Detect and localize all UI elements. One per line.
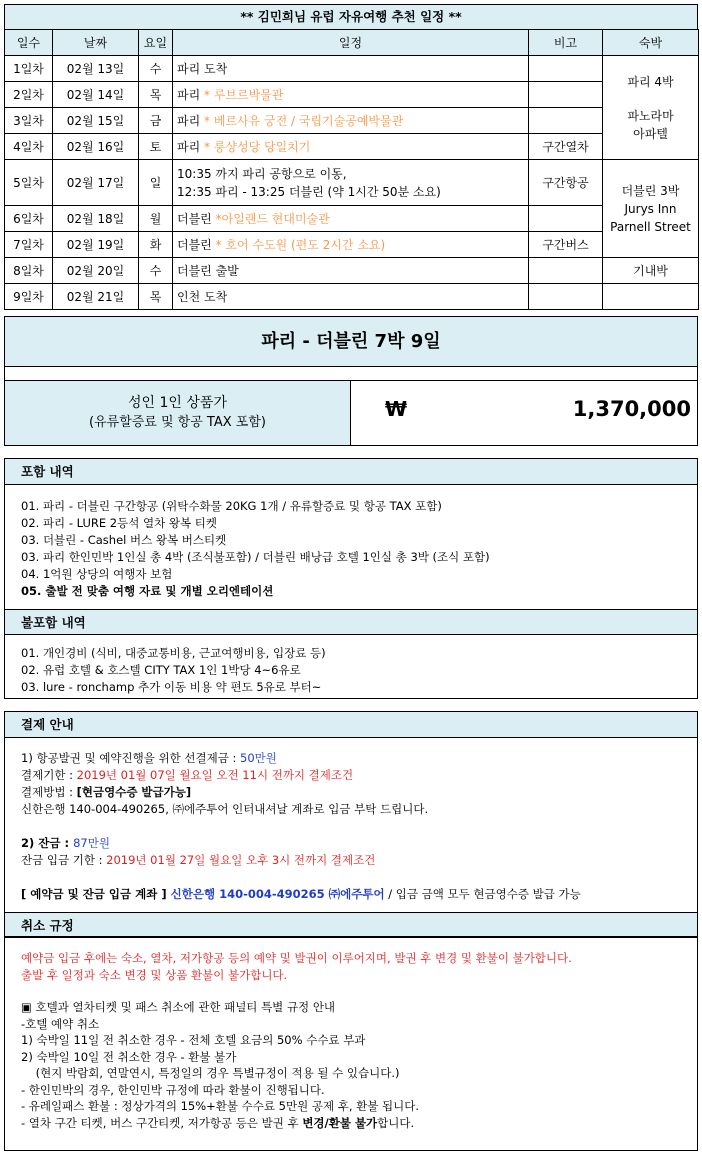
cell-day: 5일차 <box>5 160 53 206</box>
table-row <box>5 232 699 258</box>
plan-extra: * 베르사유 궁전 / 국립기술공예박물관 <box>200 114 404 128</box>
col-plan: 일정 <box>173 30 529 56</box>
inclusions-section <box>4 458 698 699</box>
plan-city: 인천 도착 <box>177 290 228 304</box>
cell-dow: 수 <box>139 258 173 284</box>
price-value-cell <box>351 381 697 445</box>
list-item: 02. 파리 - LURE 2등석 열차 왕복 티켓 <box>21 516 217 530</box>
col-dow: 요일 <box>139 30 173 56</box>
cell-date: 02월 20일 <box>53 258 139 284</box>
col-day: 일수 <box>5 30 53 56</box>
list-item: 03. 더블린 - Cashel 버스 왕복 버스티켓 <box>21 533 227 547</box>
cell-plan <box>173 258 529 284</box>
cancel-line: 2) 숙박일 10일 전 취소한 경우 - 환불 불가 <box>21 1049 237 1064</box>
stay-dublin-name1: Jurys Inn <box>624 201 677 216</box>
stay-paris-nights: 파리 4박 <box>627 74 674 89</box>
cell-date: 02월 21일 <box>53 284 139 310</box>
price-label-cell <box>5 381 351 445</box>
included-list <box>5 485 697 609</box>
plan-city: 파리 <box>177 140 201 154</box>
cell-plan <box>173 108 529 134</box>
plan-line1: 10:35 까지 파리 공항으로 이동, <box>177 166 347 181</box>
cell-plan <box>173 56 529 82</box>
schedule-title: ** 김민희님 유럽 자유여행 추천 일정 ** <box>4 4 698 30</box>
table-row <box>5 258 699 284</box>
table-header <box>5 30 699 56</box>
table-row <box>5 82 699 108</box>
col-note: 비고 <box>529 30 603 56</box>
schedule-section <box>4 4 698 310</box>
method-value: [현금영수증 발급가능] <box>76 785 192 799</box>
cell-stay-paris <box>603 56 699 160</box>
cell-plan <box>173 206 529 232</box>
cell-dow: 목 <box>139 82 173 108</box>
excluded-title: 불포함 내역 <box>5 609 697 635</box>
plan-city: 파리 <box>177 114 201 128</box>
cell-date: 02월 17일 <box>53 160 139 206</box>
schedule-table <box>4 29 699 310</box>
cell-note: 구간항공 <box>529 160 603 206</box>
acct-label: [ 예약금 및 잔금 입금 계좌 ] <box>21 887 171 901</box>
list-item: 02. 유럽 호텔 & 호스텔 CITY TAX 1인 1박당 4~6유로 <box>21 663 301 677</box>
cell-stay-empty <box>603 284 699 310</box>
cancel-warning-2: 출발 후 일정과 숙소 변경 및 상품 환불이 불가합니다. <box>21 967 288 982</box>
plan-extra: * 루브르박물관 <box>200 88 284 102</box>
cell-day: 6일차 <box>5 206 53 232</box>
acct-value: 신한은행 140-004-490265 ㈜에주투어 <box>170 887 385 901</box>
cell-plan <box>173 82 529 108</box>
cell-note: 구간버스 <box>529 232 603 258</box>
cell-stay-plane: 기내박 <box>603 258 699 284</box>
cell-plan <box>173 232 529 258</box>
stay-paris-name1: 파노라마 <box>627 108 674 123</box>
p2-deadline-label: 잔금 입금 기한 : <box>21 853 107 867</box>
cell-dow: 수 <box>139 56 173 82</box>
included-title: 포함 내역 <box>5 459 697 485</box>
plan-extra: *아일랜드 현대미술관 <box>211 212 330 226</box>
cancel-line: -호텔 예약 취소 <box>21 1016 100 1031</box>
cell-note <box>529 108 603 134</box>
cell-plan <box>173 160 529 206</box>
cell-day: 4일차 <box>5 134 53 160</box>
p1-deadline: 2019년 01월 07일 월요일 오전 11시 전까지 결제조건 <box>76 768 354 782</box>
col-date: 날짜 <box>53 30 139 56</box>
cell-note <box>529 258 603 284</box>
cell-dow: 월 <box>139 206 173 232</box>
cell-stay-dublin <box>603 160 699 258</box>
cell-dow: 금 <box>139 108 173 134</box>
p1-deadline-label: 결제기한 : <box>21 768 77 782</box>
cancel-line: 1) 숙박일 11일 전 취소한 경우 - 전체 호텔 요금의 50% 수수료 부과 <box>21 1033 366 1047</box>
list-item: 04. 1억원 상당의 여행자 보험 <box>21 567 173 581</box>
cancel-last-bold: 변경/환불 불가 <box>302 1115 378 1130</box>
p2-amount: 87만원 <box>73 836 110 850</box>
cell-day: 2일차 <box>5 82 53 108</box>
cell-date: 02월 16일 <box>53 134 139 160</box>
cell-date: 02월 14일 <box>53 82 139 108</box>
price-label: 성인 1인 상품가 <box>128 395 227 411</box>
col-stay: 숙박 <box>603 30 699 56</box>
cell-dow: 토 <box>139 134 173 160</box>
cancel-line: - 유레일패스 환불 : 정상가격의 15%+환불 수수료 5만원 공제 후, 환불 됩니다. <box>21 1099 419 1113</box>
plan-city: 더블린 <box>177 212 212 226</box>
table-row <box>5 134 699 160</box>
method-label: 결제방법 : <box>21 785 77 799</box>
p2-label: 2) 잔금 : <box>21 836 74 850</box>
list-item: 01. 개인경비 (식비, 대중교통비용, 근교여행비용, 입장료 등) <box>21 646 326 660</box>
cancel-line: - 한인민박의 경우, 한인민박 규정에 따라 환불이 진행됩니다. <box>21 1082 325 1097</box>
cell-note <box>529 206 603 232</box>
stay-dublin-name2: Parnell Street <box>610 219 691 234</box>
acct-note: / 입금 금액 모두 현금영수증 발급 가능 <box>384 887 581 901</box>
plan-line2: 12:35 파리 - 13:25 더블린 (약 1시간 50분 소요) <box>177 184 441 199</box>
payment-cancel-section <box>4 711 698 1151</box>
cancel-title: 취소 규정 <box>5 912 697 938</box>
list-item: 03. 파리 한인민박 1인실 총 4박 (조식불포함) / 더블린 배낭급 호텔 1인실 총 3박 (조식 포함) <box>21 550 490 564</box>
bank-line: 신한은행 140-004-490265, ㈜에주투어 인터내셔날 계좌로 입금 부탁 드립니다. <box>21 802 429 816</box>
cancel-body <box>5 938 697 1137</box>
currency-symbol: ₩ <box>385 397 408 421</box>
plan-extra: * 룽샹성당 당일치기 <box>200 140 311 154</box>
cell-note <box>529 284 603 310</box>
price-amount: 1,370,000 <box>572 397 691 421</box>
plan-city: 더블린 <box>177 238 212 252</box>
stay-dublin-nights: 더블린 3박 <box>621 183 680 198</box>
plan-city: 더블린 출발 <box>177 264 239 278</box>
payment-title: 결제 안내 <box>5 712 697 738</box>
cell-day: 7일차 <box>5 232 53 258</box>
table-row <box>5 284 699 310</box>
p1-label: 1) 항공발권 및 예약진행을 위한 선결제금 : <box>21 751 241 765</box>
table-row <box>5 108 699 134</box>
cell-plan <box>173 134 529 160</box>
cancel-last-post: 합니다. <box>377 1115 415 1130</box>
cell-date: 02월 13일 <box>53 56 139 82</box>
cell-dow: 목 <box>139 284 173 310</box>
stay-paris-name2: 아파텔 <box>633 126 668 141</box>
cancel-line: ▣ 호텔과 열차티켓 및 패스 취소에 관한 패널티 특별 규정 안내 <box>21 1000 336 1014</box>
cell-day: 3일차 <box>5 108 53 134</box>
price-title: 파리 - 더블린 7박 9일 <box>5 317 697 367</box>
plan-city: 파리 도착 <box>177 62 228 76</box>
table-row <box>5 56 699 82</box>
cell-date: 02월 15일 <box>53 108 139 134</box>
list-item: 03. lure - ronchamp 추가 이동 비용 약 편도 5유로 부터~ <box>21 680 322 694</box>
cancel-line: (현지 박람회, 연말연시, 특정일의 경우 특별규정이 적용 될 수 있습니다.) <box>21 1066 400 1080</box>
cell-note <box>529 56 603 82</box>
list-item: 01. 파리 - 더블린 구간항공 (위탁수화물 20KG 1개 / 유류할증료 및 항공 TAX 포함) <box>21 499 442 513</box>
p2-deadline: 2019년 01월 27일 월요일 오후 3시 전까지 결제조건 <box>106 853 376 867</box>
price-box <box>4 316 698 446</box>
cell-dow: 일 <box>139 160 173 206</box>
cell-note <box>529 82 603 108</box>
cell-day: 9일차 <box>5 284 53 310</box>
price-sublabel: (유류할증료 및 항공 TAX 포함) <box>89 415 266 430</box>
payment-body <box>5 738 697 912</box>
table-row <box>5 160 699 206</box>
cell-note: 구간열차 <box>529 134 603 160</box>
excluded-list <box>5 635 697 702</box>
plan-extra: * 호어 수도원 (편도 2시간 소요) <box>211 238 386 252</box>
plan-city: 파리 <box>177 88 201 102</box>
cancel-warning-1: 예약금 입금 후에는 숙소, 열차, 저가항공 등의 예약 및 발권이 이루어지며, 발권 후 변경 및 환불이 불가합니다. <box>21 951 572 965</box>
cell-date: 02월 19일 <box>53 232 139 258</box>
list-item: 05. 출발 전 맞춤 여행 자료 및 개별 오리엔테이션 <box>21 584 274 598</box>
table-row <box>5 206 699 232</box>
cell-dow: 화 <box>139 232 173 258</box>
cell-day: 8일차 <box>5 258 53 284</box>
cancel-last-pre: - 열차 구간 티켓, 버스 구간티켓, 저가항공 등은 발권 후 <box>21 1115 303 1130</box>
cell-plan <box>173 284 529 310</box>
cell-date: 02월 18일 <box>53 206 139 232</box>
cell-day: 1일차 <box>5 56 53 82</box>
p1-amount: 50만원 <box>240 751 277 765</box>
